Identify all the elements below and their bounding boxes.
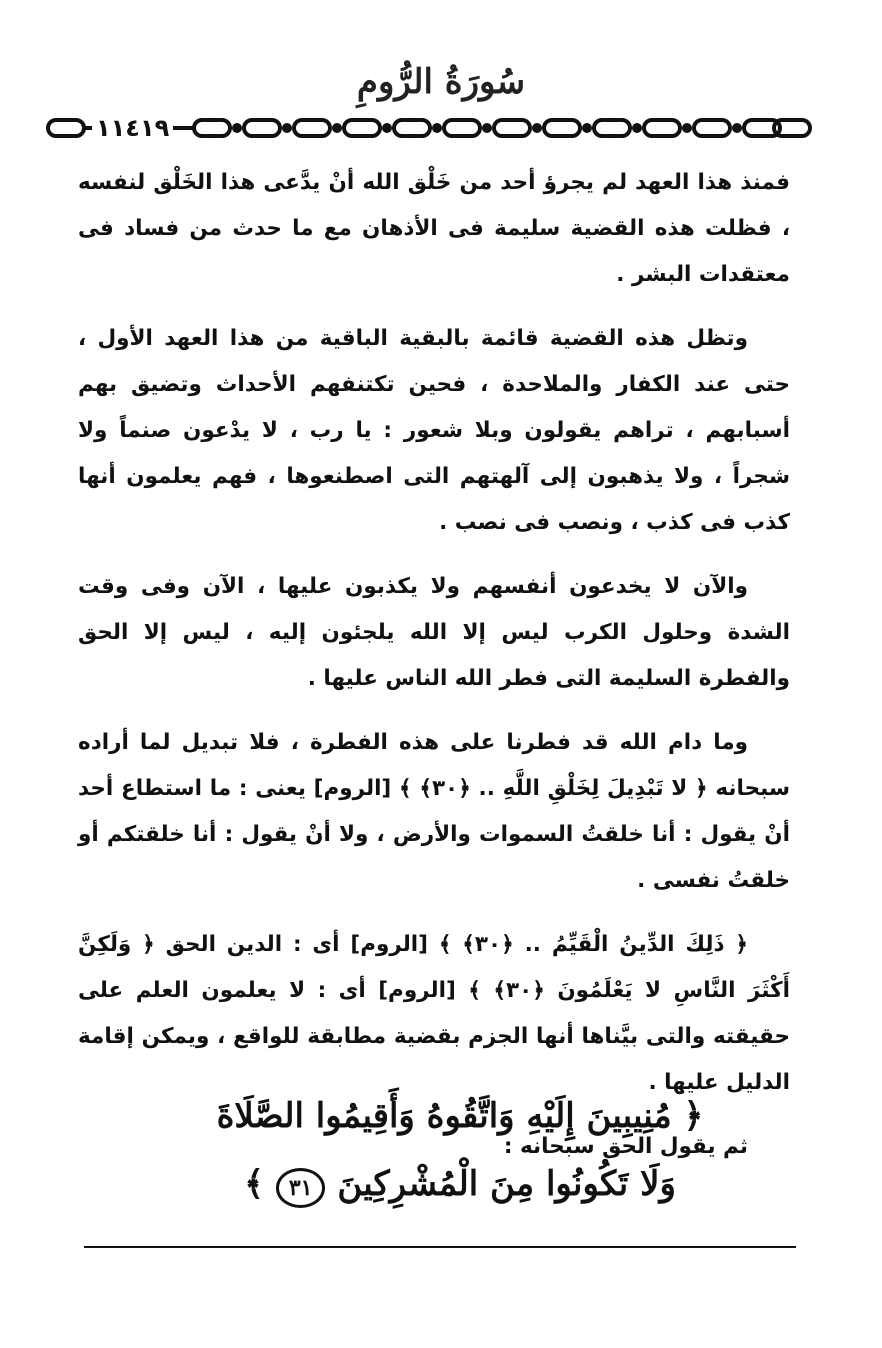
verse-line-text: وَلَا تَكُونُوا مِنَ الْمُشْرِكِينَ [337,1164,676,1204]
paragraph [78,922,790,1106]
paragraph-text: ﴿ ذَلِكَ الدِّينُ الْقَيِّمُ .. ﴿٣٠﴾ ﴾ [الروم] أى : الدين الحق ﴿ وَلَكِنَّ أَكْثَرَ النَّاسِ لا يَعْلَمُونَ ﴿٣٠﴾ ﴾ [الروم] أى : لا يعلمون العلم على حقيقته والتى بيَّناها أنها الجزم بقضية مطابقة للواقع ، ويمكن إقامة الدليل عليها . [78,932,790,1095]
paragraph-text: ثم يقول الحق سبحانه : [503,1134,748,1159]
body-text [78,160,790,1188]
footer-rule [84,1246,796,1248]
paragraph-text: وتظل هذه القضية قائمة بالبقية الباقية من هذا العهد الأول ، حتى عند الكفار والملاحدة ، فحين تكتنفهم الأحداث وتضيق بهم أسبابهم ، تراهم يقولون وبلا شعور : يا رب ، لا يدْعون صنماً ولا شجراً ، ولا يذهبون إلى آلهتهم التى اصطنعوها ، فهم يعلمون أنها كذب فى كذب ، ونصب فى نصب . [78,326,790,535]
paragraph [78,720,790,904]
paragraph: فمنذ هذا العهد لم يجرؤ أحد من خَلْق الله أنْ يدَّعى هذا الخَلْق لنفسه ، فظلت هذه القضية سليمة فى الأذهان مع ما حدث من فساد فى معتقدات البشر . [78,170,790,287]
paragraph [78,564,790,702]
page-number: ١١٤١٩ [92,114,173,142]
surah-title: سُورَةُ الرُّومِ [356,62,526,102]
verse-line-2 [200,1150,720,1218]
paragraph [78,316,790,546]
paragraph-text: والآن لا يخدعون أنفسهم ولا يكذبون عليها ، الآن وفى وقت الشدة وحلول الكرب ليس إلا الله يلجئون إليه ، ليس إلا الحق والفطرة السليمة التى فطر الله الناس عليها . [78,574,790,691]
verse-close-bracket: ﴾ [244,1164,264,1204]
paragraph-text: وما دام الله قد فطرنا على هذه الفطرة ، فلا تبديل لما أراده سبحانه ﴿ لا تَبْدِيلَ لِخَلْقِ اللَّهِ .. ﴿٣٠﴾ ﴾ [الروم] يعنى : ما استطاع أحد أنْ يقول : أنا خلقتُ السموات والأرض ، ولا أنْ يقول : أنا خلقتكم أو خلقتُ نفسى . [78,730,790,893]
quran-verse [200,1082,720,1218]
ayah-number-mark: ٣١ [276,1168,326,1208]
verse-line: ﴿ مُنِيبِينَ إِلَيْهِ وَاتَّقُوهُ وَأَقِيمُوا الصَّلَاةَ [216,1096,704,1136]
